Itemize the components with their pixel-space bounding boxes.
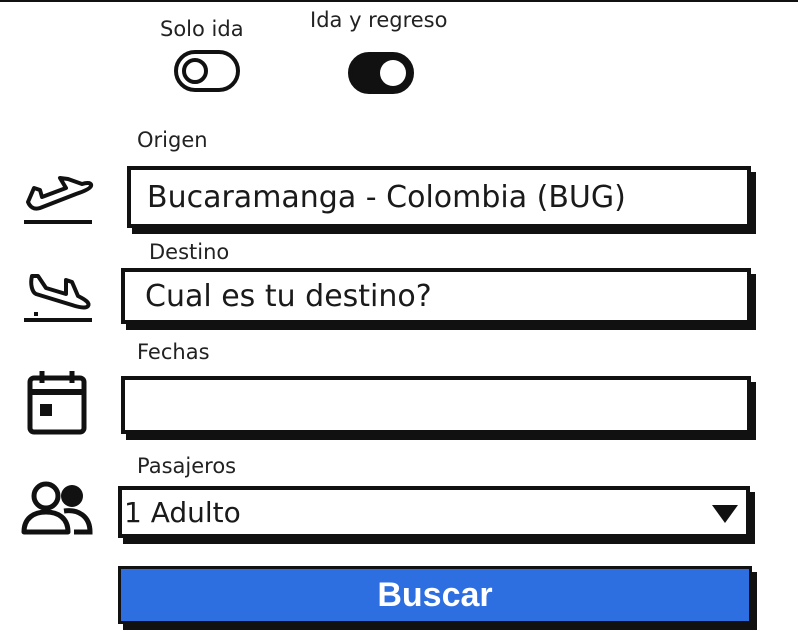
toggle-knob bbox=[182, 58, 208, 84]
airplane-takeoff-icon bbox=[22, 172, 94, 228]
top-border bbox=[0, 0, 798, 2]
origin-label: Origen bbox=[137, 128, 208, 152]
origin-input[interactable] bbox=[127, 166, 751, 228]
destination-label: Destino bbox=[149, 240, 230, 264]
round-trip-toggle[interactable] bbox=[348, 52, 414, 94]
passengers-label: Pasajeros bbox=[137, 454, 237, 478]
one-way-label: Solo ida bbox=[160, 17, 244, 41]
destination-placeholder: Cual es tu destino? bbox=[145, 278, 432, 314]
round-trip-label: Ida y regreso bbox=[310, 8, 448, 32]
origin-value: Bucaramanga - Colombia (BUG) bbox=[147, 179, 626, 215]
passengers-value: 1 Adulto bbox=[124, 495, 241, 529]
destination-input[interactable] bbox=[121, 268, 751, 324]
one-way-toggle[interactable] bbox=[174, 50, 240, 92]
calendar-icon bbox=[24, 368, 90, 438]
dates-input[interactable] bbox=[121, 376, 751, 434]
dates-label: Fechas bbox=[137, 340, 210, 364]
people-icon bbox=[20, 478, 94, 538]
search-button[interactable]: Buscar bbox=[118, 566, 752, 624]
chevron-down-icon[interactable] bbox=[712, 505, 738, 523]
airplane-landing-icon bbox=[22, 270, 94, 326]
toggle-knob bbox=[380, 60, 406, 86]
passengers-select[interactable] bbox=[118, 486, 750, 538]
